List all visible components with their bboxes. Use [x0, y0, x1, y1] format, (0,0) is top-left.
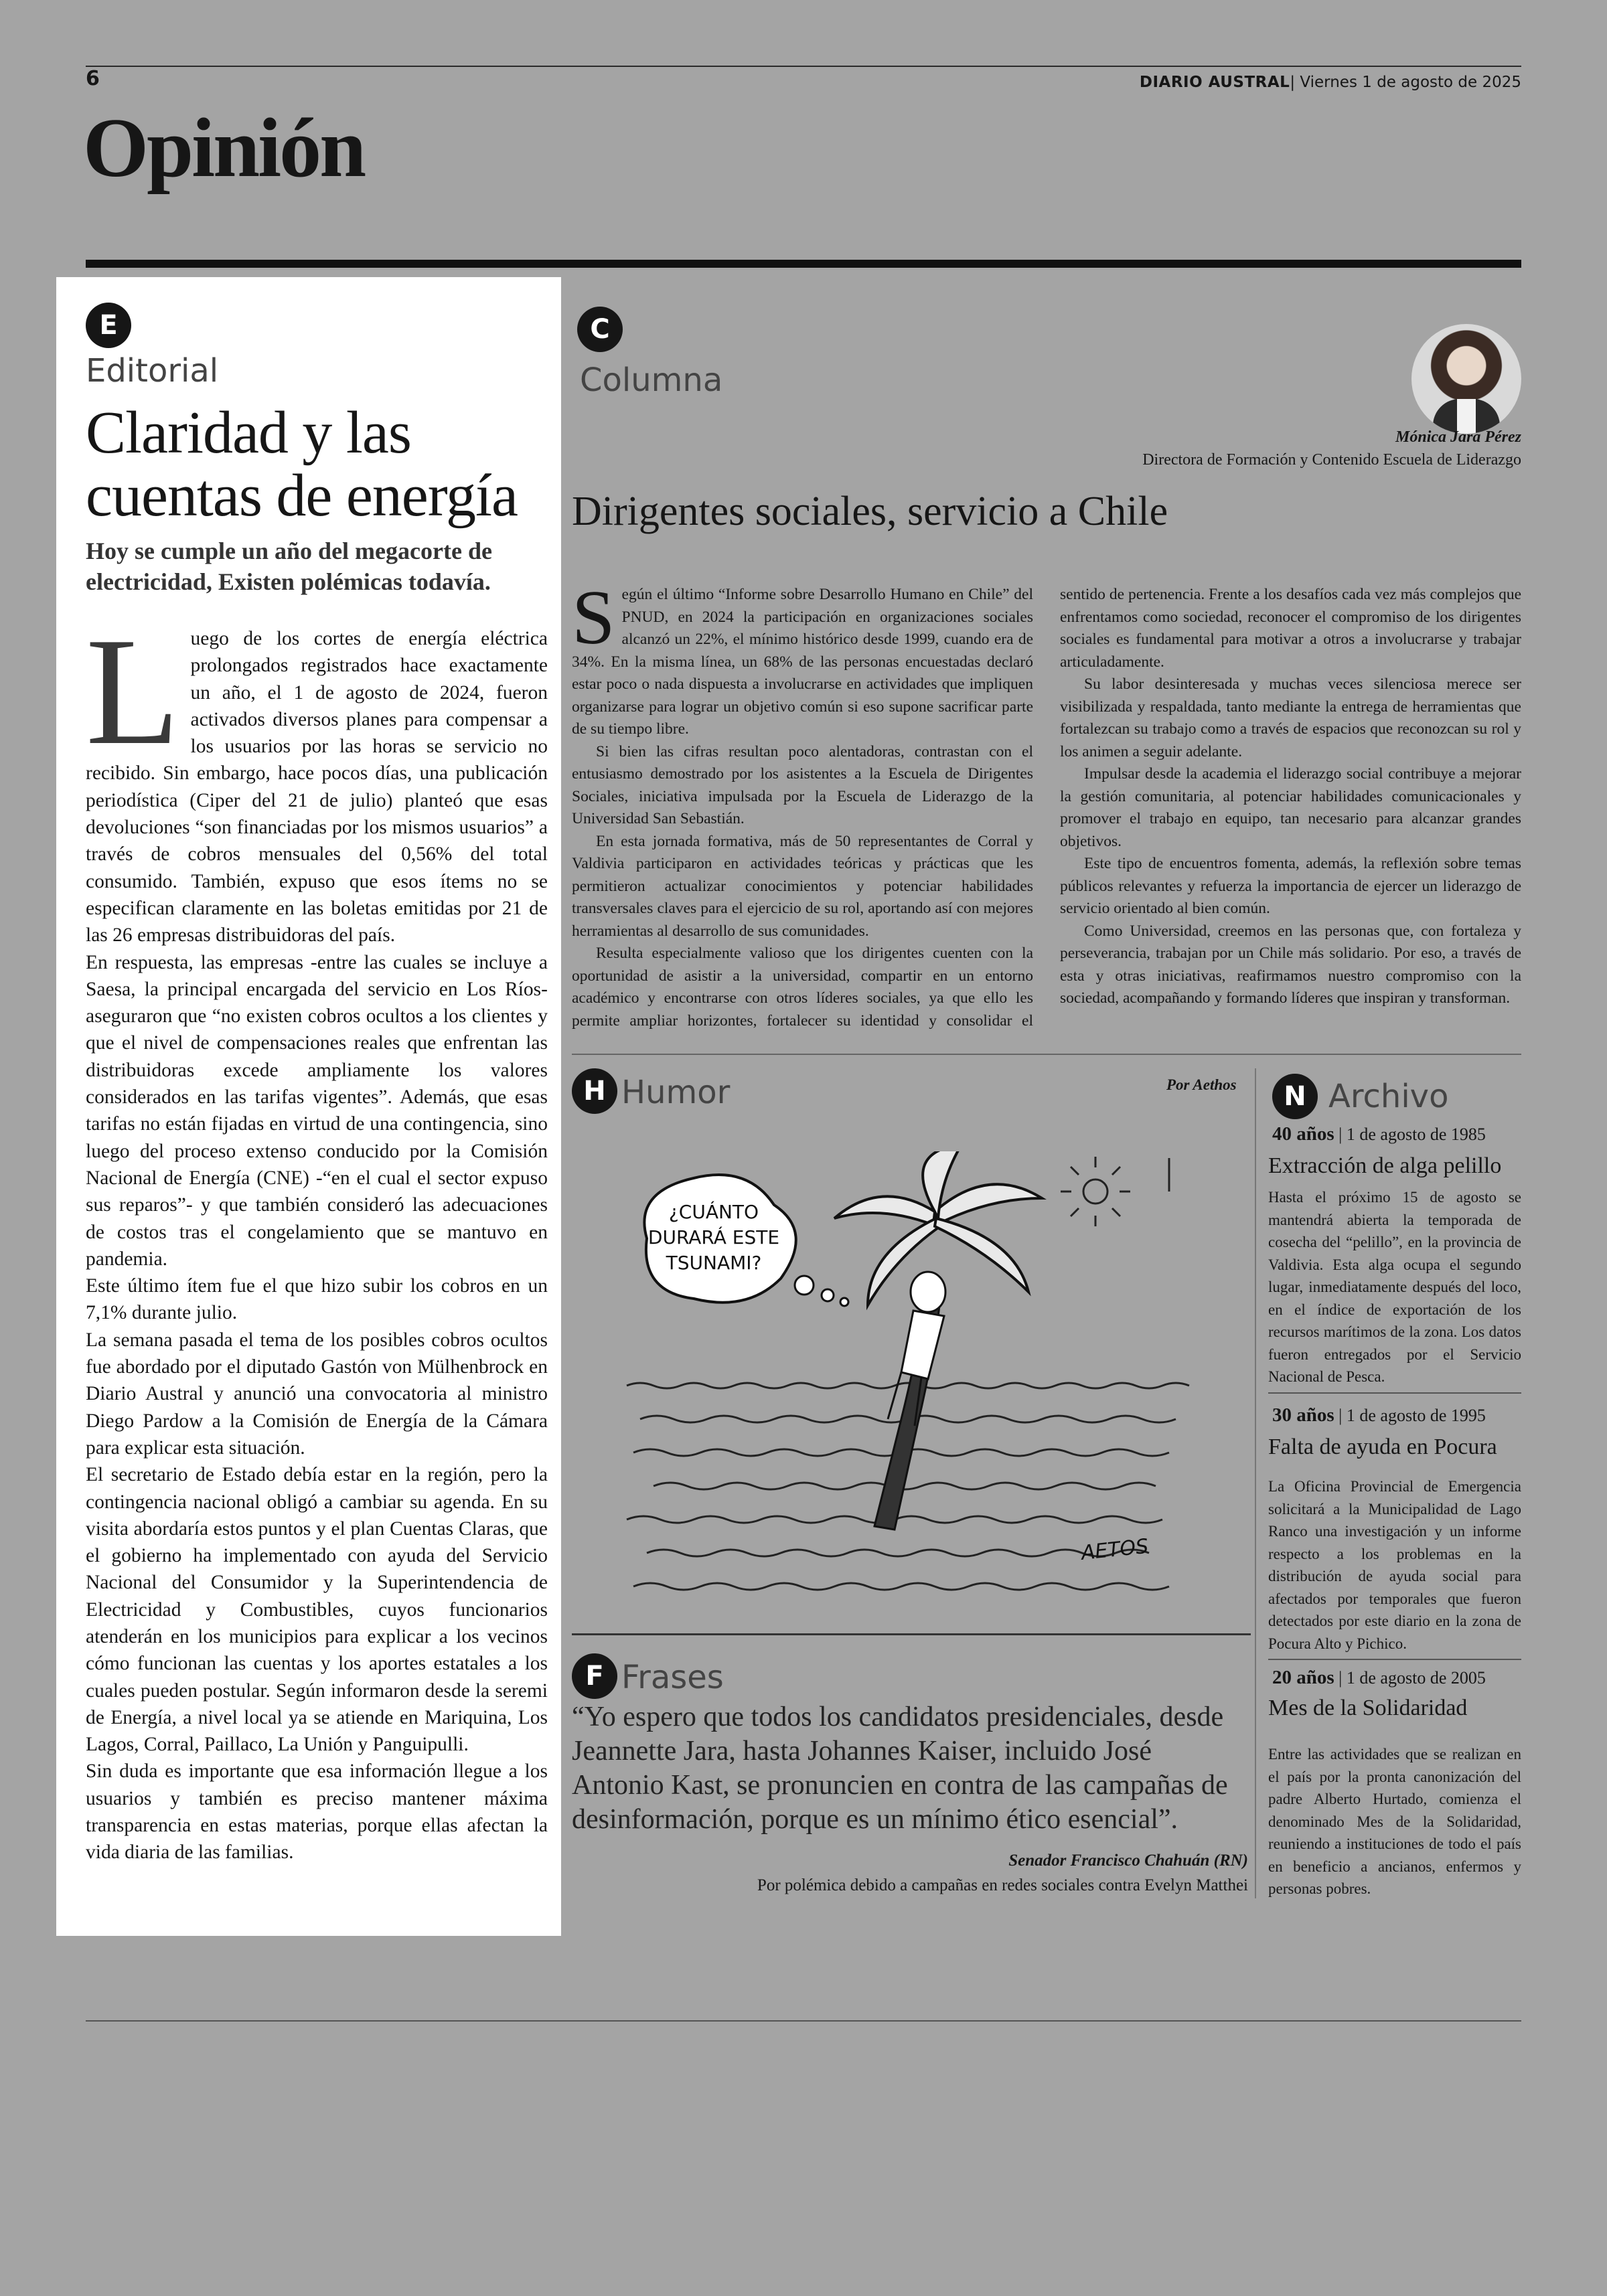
- archivo-entry-2-body: La Oficina Provincial de Emergencia solicitará a la Municipalidad de Lago Ranco una investigación y un informe respecto a los problemas en la distribución de ayuda social para afectados por temporales que fueron detectados por este diario en la zona de Pocura Alto y Pichico.: [1268, 1478, 1521, 1652]
- column-kicker: Columna: [580, 361, 723, 399]
- page-number: 6: [86, 67, 100, 90]
- column-paragraph-2: Si bien las cifras resultan poco alentadoras, contrastan con el entusiasmo demostrado por los asistentes a la Escuela de Dirigentes Sociales, iniciativa impulsada por la Escuela de Liderazgo de la Universidad San Sebastián.: [572, 742, 1033, 827]
- archivo-kicker: Archivo: [1328, 1078, 1449, 1115]
- editorial-badge: E: [86, 303, 131, 348]
- archivo-entry-3-body: Entre las actividades que se realizan en el país por la pronta canonización del padre Alberto Hurtado, comienza el denominado Mes de la Solidaridad, reuniendo a instituciones de todo el país en beneficio a ancianos, enfermos y personas pobres.: [1268, 1746, 1521, 1897]
- column-author-role: Directora de Formación y Contenido Escuela de Liderazgo: [1142, 451, 1521, 469]
- paper-name: DIARIO AUSTRAL: [1139, 74, 1290, 91]
- bubble-line-2: DURARÁ ESTE: [647, 1226, 780, 1248]
- column-dropcap: S: [572, 575, 615, 661]
- frases-context: Por polémica debido a campañas en redes sociales contra Evelyn Matthei: [757, 1876, 1248, 1894]
- archivo-rule-2: [1268, 1659, 1521, 1660]
- frases-author: Senador Francisco Chahuán (RN): [1008, 1852, 1248, 1870]
- editorial-dropcap: L: [86, 606, 180, 776]
- editorial-paragraph-5: El secretario de Estado debía estar en la región, pero la contingencia nacional obligó a cambiar su agenda. En su visita abordaría estos puntos y el plan Cuentas Claras, que el gobierno ha implementado con ayuda del Servicio Nacional del Consumidor y la Superintendencia de Electricidad y Combustibles, cuyos funcionarios atenderán en los municipios para explicar a los vecinos cómo funcionan las cuentas y los aportes estatales a los cuales pueden postular. Según informaron desde la seremi de Energía, a nivel local ya se atiende en Mariquina, Los Lagos, Corral, Paillaco, La Unión y Panguipulli.: [86, 1464, 548, 1756]
- section-rule: [86, 260, 1521, 268]
- issue-date: Viernes 1 de agosto de 2025: [1300, 74, 1521, 91]
- editorial-paragraph-4: La semana pasada el tema de los posibles cobros ocultos fue abordado por el diputado Gastón von Mülhenbrock en Diario Austral y anunció una convocatoria al ministro Diego Pardow a la Comisión de Energía de la Cámara para explicar esta situación.: [86, 1329, 548, 1459]
- humor-badge: H: [572, 1068, 617, 1114]
- editorial-body: [86, 606, 548, 1866]
- frases-kicker: Frases: [621, 1659, 724, 1696]
- column-author-name: Mónica Jara Pérez: [1395, 428, 1521, 446]
- column-body: [572, 575, 1521, 1039]
- archivo-entry-3-years: 20 años | 1 de agosto de 2005: [1272, 1667, 1486, 1688]
- column-paragraph-7: Este tipo de encuentros fomenta, además, la reflexión sobre temas públicos relevantes y refuerza la importancia de ejercer un liderazgo de servicio orientado al bien común.: [1060, 855, 1521, 917]
- column-paragraph-6: Impulsar desde la academia el liderazgo social contribuye a mejorar la gestión comunitaria, al potenciar habilidades comunicacionales y promover el trabajo en equipo, tan necesario para alcanzar grandes objetivos.: [1060, 765, 1521, 850]
- top-rule: [86, 66, 1521, 67]
- editorial-paragraph-3: Este último ítem fue el que hizo subir los cobros en un 7,1% durante julio.: [86, 1275, 548, 1324]
- editorial-paragraph-1: Luego de los cortes de energía eléctrica prolongados registrados hace exactamente un año, el 1 de agosto de 2024, fueron activados diversos planes para compensar a los usuarios por las horas se servicio no recibido. Sin embargo, hace pocos días, una publicación periodística (Ciper del 21 de julio) planteó que esas devoluciones “son financiadas por los mismos usuarios” a través de cobros mensuales del 0,56% del total consumido. También, expuso que esos ítems no se especifican claramente en las boletas emitidas por 21 de las 26 empresas distribuidoras del país.: [86, 606, 548, 947]
- masthead: [1140, 74, 1521, 91]
- bubble-line-3: TSUNAMI?: [666, 1252, 762, 1274]
- column-bottom-rule: [572, 1054, 1521, 1055]
- section-title: Opinión: [83, 102, 365, 195]
- editorial-subtitle: Hoy se cumple un año del megacorte de electricidad, Existen polémicas todavía.: [86, 538, 492, 595]
- column-paragraph-8: Como Universidad, creemos en las personas que, con fortaleza y perseverancia, trabajan por un Chile más solidario. Por eso, a través de esta y otras iniciativas, reafirmamos nuestro compromiso con la sociedad, acompañando y formando líderes que inspiran y transforman.: [1060, 922, 1521, 1007]
- column-badge: C: [577, 307, 623, 352]
- humor-cartoon: [613, 1151, 1196, 1613]
- editorial-kicker: Editorial: [86, 352, 219, 390]
- column-paragraph-3: En esta jornada formativa, más de 50 representantes de Corral y Valdivia participaron en actividades teóricas y prácticas que les permitieron actualizar conocimientos y potenciar habilidades transversales claves para el ejercicio de su rol, aportando así con mejores herramientas al desarrollo de sus comunidades.: [572, 832, 1033, 940]
- masthead-separator: |: [1290, 74, 1300, 91]
- column-headline: Dirigentes sociales, servicio a Chile: [572, 489, 1168, 534]
- frases-quote: “Yo espero que todos los candidatos presidenciales, desde Jeannette Jara, hasta Johannes Kaiser, incluido José Antonio Kast, se pronuncien en contra de las campañas de desinformación, porque es un mínimo ético esencial”.: [572, 1702, 1228, 1835]
- editorial-paragraph-2: En respuesta, las empresas -entre las cuales se incluye a Saesa, la principal encargada del servicio en Los Ríos- aseguraron que “no existen cobros ocultos a los clientes y que el nivel de compensaciones reales que enfrentan las distribuidoras excede ampliamente los valores considerados en las tarifas vigentes”. Además, que esas tarifas no están fijadas en virtud de una contingencia, sino luego del proceso extenso conducido por la Comisión Nacional de Energía (CNE) -“en el cual el sector expuso sus reparos”- y que también consideró las adecuaciones de costos tras el congelamiento que se mantuvo en pandemia.: [86, 951, 548, 1270]
- archivo-divider: [1255, 1068, 1256, 1898]
- editorial-title: Claridad y las cuentas de energía: [86, 400, 518, 529]
- archivo-rule-1: [1268, 1392, 1521, 1394]
- column-paragraph-4: Resulta especialmente valioso que los dirigentes cuenten con la oportunidad de asistir a la universidad, compartir en un entorno académico y encontrarse con otros líderes sociales, ya que ello les permite ampliar horizontes, fortalecer su identidad y consolidar el sentido de pertenencia. Frente a los desafíos cada vez más complejos que enfrentamos como sociedad, reconocer el compromiso de los dirigentes sociales es fundamental para motivar a otros a involucrarse y trabajar articuladamente.: [572, 586, 1521, 1030]
- archivo-badge: N: [1272, 1074, 1318, 1119]
- humor-bottom-rule: [572, 1633, 1251, 1635]
- archivo-entry-2-years: 30 años | 1 de agosto de 1995: [1272, 1404, 1486, 1426]
- column-paragraph-1: Según el último “Informe sobre Desarrollo Humano en Chile” del PNUD, en 2024 la participación en organizaciones sociales alcanzó un 22%, el mínimo histórico desde 1999, cuando era de 34%. En la misma línea, un 68% de las personas encuestadas declaró estar poco o nada dispuesta a involucrarse en actividades que impliquen organizarse para lograr un objetivo común si eso supone sacrificar parte de su tiempo libre.: [572, 575, 1033, 738]
- column-paragraph-5: Su labor desinteresada y muchas veces silenciosa merece ser visibilizada y respaldada, tanto mediante la entrega de herramientas que fortalezcan su trabajo como a través de espacios que reconozcan su rol y los animen a seguir adelante.: [1060, 675, 1521, 760]
- editorial-paragraph-6: Sin duda es importante que esa información llegue a los usuarios y también es preciso mantener máxima transparencia en estas materias, porque ellas afectan la vida diaria de las familias.: [86, 1760, 548, 1864]
- frases-badge: F: [572, 1653, 617, 1699]
- cartoon-thought-bubble: [644, 1175, 848, 1306]
- archivo-entry-1-body: Hasta el próximo 15 de agosto se mantendrá abierta la temporada de cosecha del “pelillo”, en la provincia de Valdivia. Esta alga ocupa el segundo lugar, inmediatamente después del loco, en el índice de exportación de los recursos marítimos de la zona. Los datos fueron entregados por el Servicio Nacional de Pesca.: [1268, 1189, 1521, 1385]
- bubble-line-1: ¿CUÁNTO: [668, 1201, 759, 1223]
- humor-kicker: Humor: [621, 1074, 731, 1111]
- humor-credit: Por Aethos: [1166, 1076, 1237, 1093]
- cartoon-signature: AETOS: [1080, 1534, 1150, 1565]
- archivo-entry-2-title: Falta de ayuda en Pocura: [1268, 1434, 1497, 1459]
- archivo-entry-1-title: Extracción de alga pelillo: [1268, 1153, 1502, 1178]
- archivo-entry-3-title: Mes de la Solidaridad: [1268, 1696, 1468, 1720]
- author-avatar: [1411, 324, 1521, 434]
- bottom-rule: [86, 2020, 1521, 2022]
- cartoon-sun: [1061, 1157, 1130, 1226]
- archivo-entry-1-years: 40 años | 1 de agosto de 1985: [1272, 1123, 1486, 1145]
